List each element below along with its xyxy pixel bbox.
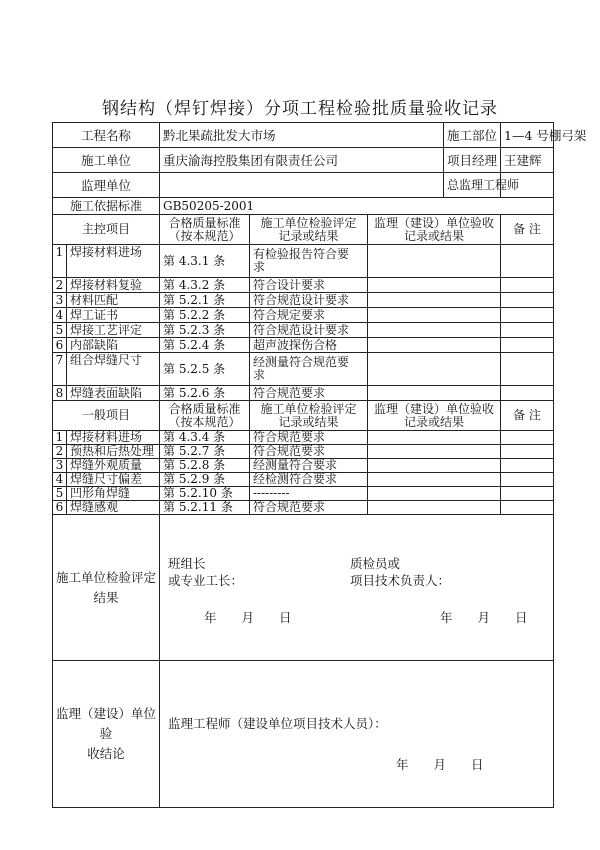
item-number: 3	[53, 459, 67, 473]
item-supervisor-result	[368, 459, 501, 473]
item-number: 5	[53, 487, 67, 501]
item-name: 焊缝外观质量	[67, 459, 160, 473]
item-name: 材料匹配	[67, 293, 160, 308]
main-sup-head: 监理（建设）单位验收 记录或结果	[368, 215, 501, 245]
item-remark	[501, 459, 554, 473]
general-item-row	[53, 473, 554, 487]
item-supervisor-result	[368, 353, 501, 386]
basis-row	[53, 198, 554, 215]
main-self-head: 施工单位检验评定 记录或结果	[250, 215, 368, 245]
item-number: 6	[53, 501, 67, 515]
item-name: 焊缝表面缺陷	[67, 386, 160, 401]
item-remark	[501, 431, 554, 445]
qc-label-1: 质检员或	[350, 556, 401, 571]
item-standard: 第 4.3.1 条	[160, 245, 250, 278]
item-standard: 第 4.3.4 条	[160, 431, 250, 445]
item-name: 焊接材料进场	[67, 431, 160, 445]
item-name: 凹形角焊缝	[67, 487, 160, 501]
supervisor-value	[160, 173, 444, 198]
contractor-label: 施工单位	[53, 148, 160, 173]
general-self-head: 施工单位检验评定 记录或结果	[250, 401, 368, 431]
item-result: 有检验报告符合要 求	[250, 245, 368, 278]
item-result: 经测量符合要求	[250, 459, 368, 473]
item-remark	[501, 473, 554, 487]
item-remark	[501, 293, 554, 308]
item-result: 经检测符合要求	[250, 473, 368, 487]
item-remark	[501, 338, 554, 353]
item-result: 符合规范要求	[250, 445, 368, 459]
general-item-row	[53, 445, 554, 459]
project-name-value: 黔北果疏批发大市场	[160, 123, 444, 148]
pm-label: 项目经理	[444, 148, 501, 173]
qc-label-2: 项目技术负责人：	[350, 573, 451, 588]
item-name: 焊接工艺评定	[67, 323, 160, 338]
supervisor-date: 年 月 日	[396, 757, 484, 772]
item-name: 焊缝感观	[67, 501, 160, 515]
foreman-label-2: 或专业工长：	[168, 573, 244, 588]
main-item-row	[53, 323, 554, 338]
general-item-row	[53, 459, 554, 473]
header-row-contractor	[53, 148, 554, 173]
main-item-row	[53, 338, 554, 353]
main-item-row	[53, 386, 554, 401]
item-number: 3	[53, 293, 67, 308]
item-number: 2	[53, 278, 67, 293]
item-supervisor-result	[368, 445, 501, 459]
item-remark	[501, 323, 554, 338]
inspection-record-form	[52, 122, 587, 808]
supervisor-eval-row	[53, 661, 554, 808]
contractor-eval-row	[53, 515, 554, 661]
main-item-row	[53, 293, 554, 308]
item-supervisor-result	[368, 308, 501, 323]
contractor-eval-area	[160, 515, 554, 661]
pm-value: 王建辉	[501, 148, 554, 173]
item-supervisor-result	[368, 473, 501, 487]
item-standard: 第 5.2.3 条	[160, 323, 250, 338]
item-result: 符合规范要求	[250, 501, 368, 515]
item-standard: 第 5.2.10 条	[160, 487, 250, 501]
item-name: 焊工证书	[67, 308, 160, 323]
item-remark	[501, 501, 554, 515]
item-supervisor-result	[368, 293, 501, 308]
main-item-row	[53, 308, 554, 323]
main-remark-head: 备 注	[501, 215, 554, 245]
item-result: 超声波探伤合格	[250, 338, 368, 353]
supervisor-label: 监理单位	[53, 173, 160, 198]
main-items	[53, 245, 554, 401]
item-result: 符合规定要求	[250, 308, 368, 323]
item-supervisor-result	[368, 487, 501, 501]
item-remark	[501, 445, 554, 459]
general-items	[53, 431, 554, 515]
item-name: 焊缝尺寸偏差	[67, 473, 160, 487]
item-result: ---------	[250, 487, 368, 501]
item-standard: 第 4.3.2 条	[160, 278, 250, 293]
item-name: 焊接材料复验	[67, 278, 160, 293]
item-remark	[501, 278, 554, 293]
main-item-row	[53, 278, 554, 293]
item-result: 符合规范要求	[250, 386, 368, 401]
basis-label: 施工依据标准	[53, 198, 160, 215]
general-sup-head: 监理（建设）单位验收 记录或结果	[368, 401, 501, 431]
item-result: 符合规范设计要求	[250, 293, 368, 308]
item-standard: 第 5.2.9 条	[160, 473, 250, 487]
item-supervisor-result	[368, 245, 501, 278]
foreman-label-1: 班组长	[168, 556, 206, 571]
general-standard-head: 合格质量标准 （按本规范）	[160, 401, 250, 431]
item-number: 4	[53, 473, 67, 487]
project-name-label: 工程名称	[53, 123, 160, 148]
general-item-row	[53, 431, 554, 445]
item-standard: 第 5.2.7 条	[160, 445, 250, 459]
item-supervisor-result	[368, 431, 501, 445]
supervisor-eval-area	[160, 661, 554, 808]
general-item-row	[53, 501, 554, 515]
engineer-label: 监理工程师（建设单位项目技术人员）：	[168, 716, 387, 731]
general-item-row	[53, 487, 554, 501]
item-number: 2	[53, 445, 67, 459]
page-title: 钢结构（焊钉焊接）分项工程检验批质量验收记录	[102, 99, 498, 119]
item-number: 7	[53, 353, 67, 386]
item-supervisor-result	[368, 386, 501, 401]
header-row-project	[53, 123, 554, 148]
item-standard: 第 5.2.11 条	[160, 501, 250, 515]
item-standard: 第 5.2.8 条	[160, 459, 250, 473]
item-supervisor-result	[368, 323, 501, 338]
item-number: 5	[53, 323, 67, 338]
item-remark	[501, 353, 554, 386]
item-standard: 第 5.2.2 条	[160, 308, 250, 323]
item-remark	[501, 308, 554, 323]
item-name: 预热和后热处理	[67, 445, 160, 459]
item-remark	[501, 386, 554, 401]
contractor-value: 重庆渝海控股集团有限责任公司	[160, 148, 444, 173]
item-standard: 第 5.2.5 条	[160, 353, 250, 386]
item-name: 组合焊缝尺寸	[67, 353, 160, 386]
general-item-head: 一般项目	[53, 401, 160, 431]
item-number: 4	[53, 308, 67, 323]
item-result: 符合规范要求	[250, 431, 368, 445]
section-label: 施工部位	[444, 123, 501, 148]
item-number: 1	[53, 245, 67, 278]
item-number: 6	[53, 338, 67, 353]
item-result: 经测量符合规范要 求	[250, 353, 368, 386]
item-result: 符合规范设计要求	[250, 323, 368, 338]
contractor-eval-label: 施工单位检验评定 结果	[53, 515, 160, 661]
item-number: 1	[53, 431, 67, 445]
main-item-row	[53, 245, 554, 278]
general-head-row	[53, 401, 554, 431]
item-number: 8	[53, 386, 67, 401]
item-name: 内部缺陷	[67, 338, 160, 353]
item-supervisor-result	[368, 278, 501, 293]
section-value: 1—4 号棚弓架	[501, 123, 554, 148]
main-head-row	[53, 215, 554, 245]
item-remark	[501, 245, 554, 278]
record-table	[52, 122, 587, 808]
foreman-date: 年 月 日	[204, 610, 292, 625]
main-item-head: 主控项目	[53, 215, 160, 245]
item-supervisor-result	[368, 338, 501, 353]
item-standard: 第 5.2.4 条	[160, 338, 250, 353]
item-supervisor-result	[368, 501, 501, 515]
header-row-supervisor	[53, 173, 554, 198]
qc-date: 年 月 日	[440, 610, 528, 625]
basis-value: GB50205-2001	[160, 198, 554, 215]
item-standard: 第 5.2.1 条	[160, 293, 250, 308]
item-result: 符合设计要求	[250, 278, 368, 293]
main-item-row	[53, 353, 554, 386]
item-standard: 第 5.2.6 条	[160, 386, 250, 401]
chief-label: 总监理工程师	[444, 173, 501, 198]
general-remark-head: 备 注	[501, 401, 554, 431]
item-remark	[501, 487, 554, 501]
supervisor-eval-label: 监理（建设）单位验 收结论	[53, 661, 160, 808]
item-name: 焊接材料进场	[67, 245, 160, 278]
main-standard-head: 合格质量标准 （按本规范）	[160, 215, 250, 245]
